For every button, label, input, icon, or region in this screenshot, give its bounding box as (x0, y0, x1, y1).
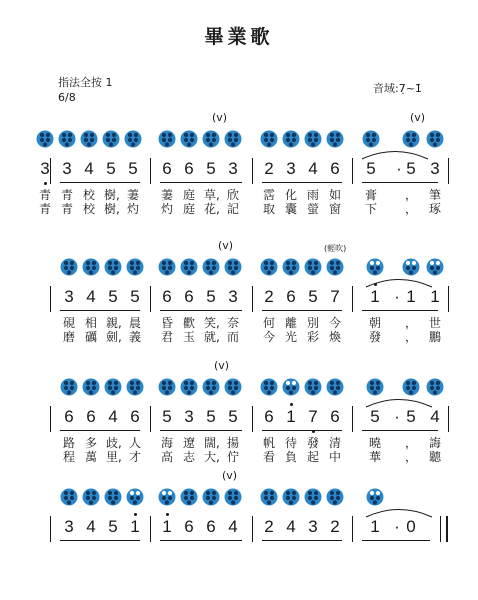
lyric-line (0, 202, 478, 216)
beam-line (362, 540, 430, 541)
note: 1 (370, 517, 380, 536)
fingering-hole-icon (158, 258, 176, 276)
lyric-syllable: 曉 (368, 436, 381, 450)
lyric-syllable: 下 (364, 202, 377, 216)
lyric-syllable: 青 (60, 202, 73, 216)
lyric-syllable: 雨 (306, 188, 319, 202)
bar-line (252, 406, 253, 432)
note: 2 (264, 159, 274, 178)
lyric-syllable: 礪 (84, 330, 97, 344)
fingering-hole-icon (304, 130, 322, 148)
lyric-syllable: 霑 (262, 188, 275, 202)
note: 6 (130, 407, 140, 426)
fingering-hole-icon (202, 378, 220, 396)
beam-line (160, 540, 242, 541)
lyric-syllable: 何 (262, 316, 275, 330)
lyric-syllable: 灼 (160, 202, 173, 216)
lyric-syllable: 萋 (126, 188, 139, 202)
breath-mark: (v) (214, 359, 230, 372)
fingering-hole-icon (304, 488, 322, 506)
lyric-syllable: 樹, (104, 202, 120, 216)
lyric-syllable: 欣 (226, 188, 239, 202)
lyric-syllable: 彩 (306, 330, 319, 344)
bar-line (150, 158, 151, 184)
lyric-syllable: 記 (226, 202, 239, 216)
lyric-syllable: 而 (226, 330, 239, 344)
lyric-syllable: 就, (204, 330, 220, 344)
note: 5 (108, 287, 118, 306)
note: 3 (430, 159, 440, 178)
lyric-syllable: 青 (38, 188, 51, 202)
note: · (396, 159, 402, 178)
note: 3 (286, 159, 296, 178)
lyric-syllable: 如 (328, 188, 341, 202)
lyric-syllable: 窗 (328, 202, 341, 216)
note: 6 (86, 407, 96, 426)
note: 3 (38, 158, 52, 180)
lyric-syllable: 磨 (62, 330, 75, 344)
lyric-syllable: 囊 (284, 202, 297, 216)
lyric-syllable: 煥 (328, 330, 341, 344)
fingering-hole-icon (224, 378, 242, 396)
beam-line (60, 430, 140, 431)
fingering-hole-icon (60, 488, 78, 506)
note: 0 (406, 517, 416, 536)
fingering-hole-icon (260, 130, 278, 148)
lyric-syllable: 萋 (160, 188, 173, 202)
fingering-hole-icon (260, 258, 278, 276)
bar-line (352, 406, 353, 432)
lyric-syllable: 琢 (428, 202, 441, 216)
bar-line (352, 286, 353, 312)
lyric-syllable: 庭 (182, 202, 195, 216)
beam-line (160, 310, 242, 311)
song-title: 畢業歌 (204, 26, 274, 48)
time-signature: 6/8 (58, 91, 76, 104)
lyric-line (0, 188, 478, 202)
bar-line (446, 516, 448, 542)
lyric-syllable: 路 (62, 436, 75, 450)
lyric-syllable: 中 (328, 450, 341, 464)
fingering-hole-icon (260, 378, 278, 396)
breath-mark: (v) (212, 111, 228, 124)
lyric-syllable: 朝 (368, 316, 381, 330)
lyric-syllable: 校 (82, 188, 95, 202)
lyric-syllable: ， (404, 450, 417, 464)
lyric-syllable: 樹, (104, 188, 120, 202)
note: 5 (370, 407, 380, 426)
fingering-hole-icon (126, 378, 144, 396)
slur-mark (364, 504, 434, 518)
note: 6 (286, 287, 296, 306)
lyric-syllable: 化 (284, 188, 297, 202)
fingering-hole-icon (282, 488, 300, 506)
fingering-hole-icon (224, 130, 242, 148)
fingering-hole-icon (326, 258, 344, 276)
note: 1 (128, 516, 142, 538)
lyric-syllable: 玉 (182, 330, 195, 344)
slur-mark (360, 146, 430, 160)
bar-line (352, 516, 353, 542)
fingering-hole-icon (124, 130, 142, 148)
bar-line (440, 516, 441, 542)
fingering-hole-icon (282, 130, 300, 148)
lyric-line (0, 436, 478, 450)
fingering-hole-icon (326, 130, 344, 148)
note: 4 (228, 517, 238, 536)
note: · (394, 517, 400, 536)
fingering-note: 指法全按 1 (58, 76, 113, 89)
fingering-hole-icon (260, 488, 278, 506)
bar-line (50, 158, 51, 184)
note: 5 (130, 287, 140, 306)
lyric-syllable: 別 (306, 316, 319, 330)
lyric-syllable: 起 (306, 450, 319, 464)
lyric-syllable: 闊, (204, 436, 220, 450)
lyric-line (0, 316, 478, 330)
bar-line (150, 406, 151, 432)
fingering-hole-icon (104, 488, 122, 506)
note: 3 (228, 287, 238, 306)
note: 3 (184, 407, 194, 426)
note: 1 (160, 516, 174, 538)
note: · (394, 287, 400, 306)
note: 3 (308, 517, 318, 536)
note: 3 (64, 287, 74, 306)
bar-line (252, 516, 253, 542)
lyric-syllable: 帆 (262, 436, 275, 450)
lyric-syllable: 看 (262, 450, 275, 464)
lyric-syllable: 發 (306, 436, 319, 450)
lyric-syllable: ， (404, 188, 417, 202)
bar-line (50, 516, 51, 542)
fingering-hole-icon (282, 258, 300, 276)
score-system (0, 470, 478, 600)
beam-line (262, 182, 342, 183)
beam-line (160, 182, 242, 183)
note: 3 (64, 517, 74, 536)
note: 6 (184, 287, 194, 306)
lyric-syllable: 人 (128, 436, 141, 450)
note: 4 (286, 517, 296, 536)
lyric-syllable: 光 (284, 330, 297, 344)
fingering-hole-icon (80, 130, 98, 148)
note: 3 (228, 159, 238, 178)
fingering-hole-icon (180, 488, 198, 506)
bar-line (352, 158, 353, 184)
lyric-syllable: 君 (160, 330, 173, 344)
lyric-syllable: 螢 (306, 202, 319, 216)
lyric-line (0, 330, 478, 344)
fingering-hole-icon (224, 488, 242, 506)
note: 1 (368, 286, 382, 308)
lyric-syllable: ， (404, 330, 417, 344)
lyric-syllable: 今 (262, 330, 275, 344)
lyric-syllable: ， (404, 202, 417, 216)
beam-line (262, 310, 342, 311)
note: 4 (86, 517, 96, 536)
lyric-syllable: 程 (62, 450, 75, 464)
score-system (0, 112, 478, 242)
note: 5 (206, 287, 216, 306)
note: 5 (206, 407, 216, 426)
note: 5 (366, 159, 376, 178)
note: 1 (284, 406, 298, 428)
fingering-hole-icon (282, 378, 300, 396)
lyric-syllable: 大, (204, 450, 220, 464)
note: 5 (106, 159, 116, 178)
breath-mark: (v) (222, 469, 238, 482)
fingering-hole-icon (60, 258, 78, 276)
note: 1 (406, 287, 416, 306)
lyric-line (0, 450, 478, 464)
note: 4 (108, 407, 118, 426)
lyric-syllable: 奈 (226, 316, 239, 330)
bar-line (150, 286, 151, 312)
note: 5 (406, 159, 416, 178)
breath-mark: (v) (410, 111, 426, 124)
lyric-syllable: 取 (262, 202, 275, 216)
breath-mark: (v) (218, 239, 234, 252)
fingering-hole-icon (304, 258, 322, 276)
note: 1 (430, 287, 440, 306)
fingering-hole-icon (202, 488, 220, 506)
beam-line (362, 310, 438, 311)
lyric-syllable: ， (404, 316, 417, 330)
lyric-syllable: 才 (128, 450, 141, 464)
lyric-syllable: 里, (106, 450, 122, 464)
note: 6 (64, 407, 74, 426)
note: · (394, 407, 400, 426)
note: 4 (86, 287, 96, 306)
lyric-syllable: 清 (328, 436, 341, 450)
beam-line (60, 540, 140, 541)
lyric-syllable: 鵬 (428, 330, 441, 344)
note: 6 (330, 407, 340, 426)
beam-line (362, 430, 438, 431)
lyric-syllable: 高 (160, 450, 173, 464)
lyric-syllable: 草, (204, 188, 220, 202)
lyric-syllable: 發 (368, 330, 381, 344)
bar-line (448, 158, 449, 184)
note: 6 (264, 407, 274, 426)
lyric-syllable: 今 (328, 316, 341, 330)
lyric-syllable: 歡 (182, 316, 195, 330)
note: 2 (264, 517, 274, 536)
bar-line (252, 286, 253, 312)
bar-line (50, 286, 51, 312)
note: 4 (430, 407, 440, 426)
fingering-hole-icon (126, 488, 144, 506)
lyric-syllable: 揚 (226, 436, 239, 450)
note: 5 (128, 159, 138, 178)
lyric-syllable: 筆 (428, 188, 441, 202)
slur-mark (364, 274, 434, 288)
lyric-syllable: ， (404, 436, 417, 450)
slur-mark (364, 394, 434, 408)
note: 5 (406, 407, 416, 426)
lyric-syllable: 聽 (428, 450, 441, 464)
lyric-syllable: 校 (82, 202, 95, 216)
fingering-hole-icon (158, 378, 176, 396)
note: 6 (162, 159, 172, 178)
lyric-syllable: 多 (84, 436, 97, 450)
bar-line (252, 158, 253, 184)
lyric-syllable: 萬 (84, 450, 97, 464)
bar-line (50, 406, 51, 432)
lyric-syllable: 晨 (128, 316, 141, 330)
beam-line (160, 430, 242, 431)
beam-line (262, 430, 342, 431)
note: 2 (264, 287, 274, 306)
lyric-syllable: 離 (284, 316, 297, 330)
lyric-syllable: 負 (284, 450, 297, 464)
fingering-hole-icon (304, 378, 322, 396)
lyric-syllable: 笑, (204, 316, 220, 330)
note: 5 (108, 517, 118, 536)
lyric-syllable: 華 (368, 450, 381, 464)
fingering-hole-icon (158, 130, 176, 148)
fingering-hole-icon (126, 258, 144, 276)
fingering-hole-icon (82, 488, 100, 506)
lyric-syllable: 硯 (62, 316, 75, 330)
fingering-hole-icon (102, 130, 120, 148)
lyric-syllable: 親, (106, 316, 122, 330)
bar-line (150, 516, 151, 542)
lyric-syllable: 世 (428, 316, 441, 330)
fingering-hole-icon (202, 258, 220, 276)
note: 5 (206, 159, 216, 178)
lyric-syllable: 青 (38, 202, 51, 216)
lyric-syllable: 膏 (364, 188, 377, 202)
fingering-hole-icon (180, 378, 198, 396)
lyric-syllable: 海 (160, 436, 173, 450)
fingering-hole-icon (326, 378, 344, 396)
fingering-hole-icon (82, 378, 100, 396)
bar-line (448, 286, 449, 312)
lyric-syllable: 佇 (226, 450, 239, 464)
note: 4 (308, 159, 318, 178)
note: 2 (330, 517, 340, 536)
note: 6 (206, 517, 216, 536)
lyric-syllable: 相 (84, 316, 97, 330)
bar-line (448, 406, 449, 432)
lyric-syllable: 待 (284, 436, 297, 450)
beam-line (262, 540, 342, 541)
fingering-hole-icon (60, 378, 78, 396)
lyric-syllable: 花, (204, 202, 220, 216)
fingering-hole-icon (82, 258, 100, 276)
note: 6 (184, 159, 194, 178)
lyric-syllable: 庭 (182, 188, 195, 202)
beam-line (362, 182, 438, 183)
note: 7 (330, 287, 340, 306)
note: 5 (308, 287, 318, 306)
note: 5 (162, 407, 172, 426)
lyric-syllable: 歧, (106, 436, 122, 450)
note: 6 (162, 287, 172, 306)
fingering-hole-icon (180, 258, 198, 276)
fingering-hole-icon (36, 130, 54, 148)
fingering-hole-icon (58, 130, 76, 148)
note: 3 (62, 159, 72, 178)
lyric-syllable: 志 (182, 450, 195, 464)
beam-line (60, 310, 140, 311)
lyric-syllable: 義 (128, 330, 141, 344)
note-row (0, 516, 478, 556)
fingering-hole-icon (202, 130, 220, 148)
fingering-hole-icon (224, 258, 242, 276)
lyric-syllable: 灼 (126, 202, 139, 216)
beam-line (60, 182, 140, 183)
lyric-syllable: 誨 (428, 436, 441, 450)
fingering-hole-icon (326, 488, 344, 506)
lyric-syllable: 遼 (182, 436, 195, 450)
fingering-hole-icon (180, 130, 198, 148)
fingering-hole-icon (158, 488, 176, 506)
fingering-hole-icon (104, 258, 122, 276)
score-system (0, 240, 478, 370)
lyric-syllable: 昏 (160, 316, 173, 330)
lyric-syllable: 劍, (106, 330, 122, 344)
lyric-syllable: 青 (60, 188, 73, 202)
note: 4 (84, 159, 94, 178)
note: 7 (306, 406, 320, 428)
fingering-hole-icon (104, 378, 122, 396)
breath-mark: (輕吹) (324, 244, 347, 253)
range-note: 音域:7̣~1̇ (373, 82, 422, 95)
note: 6 (330, 159, 340, 178)
note: 6 (184, 517, 194, 536)
note: 5 (228, 407, 238, 426)
